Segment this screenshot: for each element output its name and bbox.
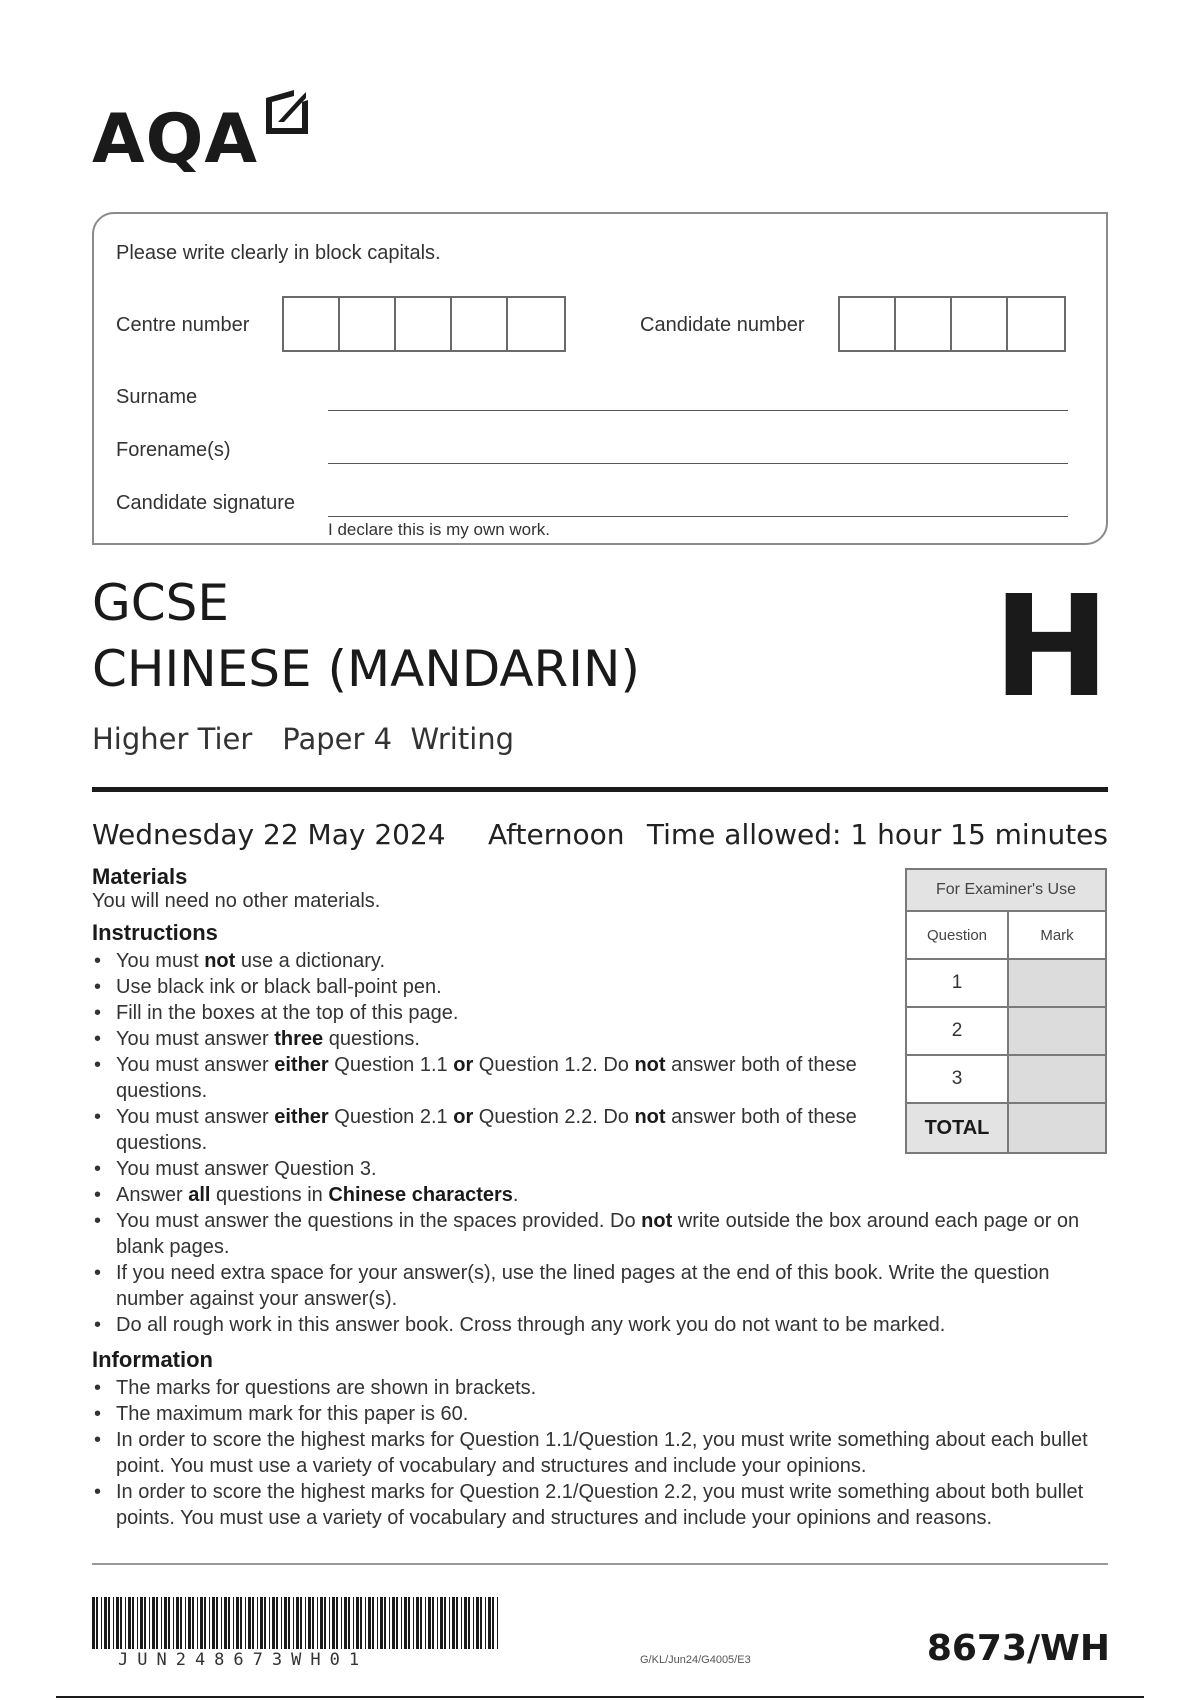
- instructions-item: • You must answer Question 3.: [92, 1156, 1108, 1182]
- declaration-text: I declare this is my own work.: [328, 520, 551, 539]
- instructions-item: • You must answer either Question 1.1 or Question 1.2. Do not answer both of these questions.: [92, 1052, 896, 1104]
- logo-text: AQA: [92, 100, 259, 179]
- page-bottom-rule: [56, 1696, 1144, 1698]
- paper-line: [92, 722, 640, 756]
- qualification-title: GCSE: [92, 574, 229, 632]
- signature-line[interactable]: [328, 516, 1068, 517]
- aqa-logo: [92, 88, 310, 179]
- information-heading: Information: [92, 1347, 213, 1372]
- mark-column-header: Mark: [1008, 911, 1106, 959]
- information-list: [92, 1375, 1092, 1531]
- time-allowed: Time allowed: 1 hour 15 minutes: [646, 818, 1108, 851]
- mark-cell: [1008, 1055, 1106, 1103]
- forenames-line[interactable]: [328, 463, 1068, 464]
- centre-number-digit[interactable]: [284, 298, 340, 350]
- instructions-item: • Answer all questions in Chinese characters.: [92, 1182, 1108, 1208]
- centre-number-digit[interactable]: [452, 298, 508, 350]
- candidate-number-digit[interactable]: [896, 298, 952, 350]
- question-number: 2: [906, 1007, 1008, 1055]
- instructions-item: • Fill in the boxes at the top of this page.: [92, 1000, 1108, 1026]
- examiners-use-table: [905, 868, 1107, 1154]
- candidate-number-digit[interactable]: [1008, 298, 1064, 350]
- candidate-details-box: [92, 212, 1108, 545]
- question-column-header: Question: [906, 911, 1008, 959]
- instructions-item: • If you need extra space for your answer(s), use the lined pages at the end of this book. Write the question number against your answer(s).: [92, 1260, 1108, 1312]
- instructions-item: • You must not use a dictionary.: [92, 948, 1108, 974]
- instructions-item: • You must answer either Question 2.1 or Question 2.2. Do not answer both of these questions.: [92, 1104, 896, 1156]
- instructions-heading: Instructions: [92, 920, 218, 945]
- mark-cell: [1008, 1007, 1106, 1055]
- information-item: • The maximum mark for this paper is 60.: [92, 1401, 1092, 1427]
- exam-session: Afternoon: [488, 818, 625, 851]
- barcode-icon: [92, 1597, 502, 1649]
- paper-text: Paper 4 Writing: [282, 722, 515, 756]
- information-item: • The marks for questions are shown in brackets.: [92, 1375, 1092, 1401]
- surname-line[interactable]: [328, 410, 1068, 411]
- forenames-label: Forename(s): [116, 439, 231, 461]
- paper-code: 8673/WH: [926, 1628, 1110, 1669]
- instructions-item: • You must answer the questions in the spaces provided. Do not write outside the box around each page or on blank pages.: [92, 1208, 1108, 1260]
- tier-letter: H: [992, 566, 1110, 729]
- instructions-item: • Use black ink or black ball-point pen.: [92, 974, 1108, 1000]
- surname-label: Surname: [116, 386, 198, 408]
- mark-cell: [1008, 959, 1106, 1007]
- information-item: • In order to score the highest marks for Question 2.1/Question 2.2, you must write something about both bullet points. You must use a variety of vocabulary and structures and include your opinions and reasons.: [92, 1479, 1092, 1531]
- instructions-item: • You must answer three questions.: [92, 1026, 1108, 1052]
- instructions-item: • Do all rough work in this answer book. Cross through any work you do not want to be marked.: [92, 1312, 1108, 1338]
- footer-divider: [92, 1563, 1108, 1565]
- barcode-text: JUN248673WH01: [118, 1650, 369, 1670]
- centre-number-digit[interactable]: [508, 298, 564, 350]
- total-mark-cell: [1008, 1103, 1106, 1153]
- total-label: TOTAL: [906, 1103, 1008, 1153]
- candidate-number-boxes[interactable]: [838, 296, 1066, 352]
- aqa-logo-mark-icon: [264, 88, 310, 134]
- tier-text: Higher Tier: [92, 722, 253, 756]
- signature-label: Candidate signature: [116, 492, 296, 514]
- centre-number-digit[interactable]: [340, 298, 396, 350]
- candidate-number-digit[interactable]: [952, 298, 1008, 350]
- examiners-use-header: For Examiner's Use: [906, 869, 1106, 911]
- question-number: 1: [906, 959, 1008, 1007]
- centre-number-digit[interactable]: [396, 298, 452, 350]
- subject-title: CHINESE (MANDARIN): [92, 640, 640, 698]
- block-capitals-instruction: Please write clearly in block capitals.: [116, 242, 441, 264]
- paper-title-block: [92, 574, 640, 756]
- centre-number-boxes[interactable]: [282, 296, 566, 352]
- materials-heading: Materials: [92, 864, 188, 889]
- centre-number-label: Centre number: [116, 314, 250, 336]
- title-divider: [92, 787, 1108, 792]
- information-item: • In order to score the highest marks for Question 1.1/Question 1.2, you must write something about each bullet point. You must use a variety of vocabulary and structures and include your opinions.: [92, 1427, 1092, 1479]
- candidate-number-label: Candidate number: [640, 314, 805, 336]
- materials-text: You will need no other materials.: [92, 890, 381, 912]
- candidate-number-digit[interactable]: [840, 298, 896, 350]
- exam-date: Wednesday 22 May 2024: [92, 818, 446, 851]
- question-number: 3: [906, 1055, 1008, 1103]
- document-reference: G/KL/Jun24/G4005/E3: [640, 1654, 751, 1666]
